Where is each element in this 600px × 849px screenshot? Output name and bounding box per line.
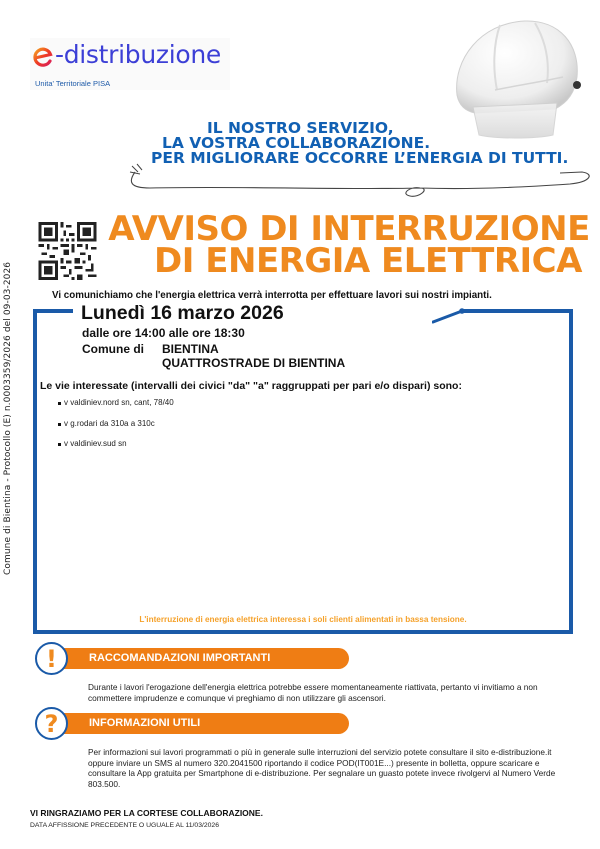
qr-code-image	[36, 222, 99, 280]
streets-heading: Le vie interessate (intervalli dei civici "da" "a" raggruppati per pari e/o dispari) sono:	[40, 380, 462, 392]
logo-e-icon	[33, 47, 53, 67]
info-text: Per informazioni sui lavori programmati o più in generale sulle interruzioni del servizio potete consultare il sito e-distribuzione.it oppure inviare un SMS al numero 320.2041500 riportando il codice POD(IT001E...) presente in bolletta, oppure scaricare e consultare la App gratuita per Smartphone di e-distribuzione. Per segnalare un guasto potete invece rivolgervi al Numero Verde 803.500.	[88, 747, 556, 789]
slogan-line-3: PER MIGLIORARE OCCORRE L’ENERGIA DI TUTTI.	[151, 149, 569, 167]
notice-title	[104, 209, 594, 281]
street-name: v valdiniev.nord sn, cant, 78/40	[64, 398, 174, 407]
title-line-1: AVVISO DI INTERRUZIONE	[108, 209, 590, 249]
street-item	[58, 439, 174, 460]
bullet-icon	[58, 443, 61, 446]
frame-border-left	[33, 309, 37, 634]
protocol-stamp: Comune di Bientina - Protocollo (E) n.0003359/2026 del 09-03-2026	[3, 261, 13, 575]
street-item	[58, 419, 174, 440]
recommendations-text: Durante i lavori l'erogazione dell'energia elettrica potrebbe essere momentaneamente riattivata, pertanto vi invitiamo a non commettere imprudenze e comunque vi preghiamo di non utilizzare gli ascensori.	[88, 682, 538, 703]
frame-border-top-right	[461, 309, 573, 313]
thanks-text: VI RINGRAZIAMO PER LA CORTESE COLLABORAZIONE.	[30, 808, 263, 818]
street-name: v g.rodari da 310a a 310c	[64, 418, 155, 428]
slogan-line-2: LA VOSTRA COLLABORAZIONE.	[162, 134, 431, 152]
info-title: INFORMAZIONI UTILI	[89, 717, 201, 729]
brand-name: -distribuzione	[55, 40, 221, 69]
power-cable-icon	[120, 160, 600, 210]
frame-border-right	[569, 309, 573, 634]
comune-name: BIENTINA	[162, 342, 219, 356]
bullet-icon	[58, 423, 61, 426]
safety-helmet-image	[435, 15, 595, 140]
comune-label: Comune di	[82, 342, 144, 356]
frazione-name: QUATTROSTRADE DI BIENTINA	[162, 356, 346, 370]
recommendations-header	[57, 648, 349, 669]
bullet-icon	[58, 402, 61, 405]
frame-border-bottom	[33, 630, 573, 634]
street-list	[58, 398, 174, 460]
exclamation-icon: !	[35, 642, 68, 675]
info-header	[57, 713, 349, 734]
street-item	[58, 398, 174, 419]
low-voltage-note: L'interruzione di energia elettrica interessa i soli clienti alimentati in bassa tensione.	[139, 615, 467, 624]
recommendations-title: RACCOMANDAZIONI IMPORTANTI	[89, 652, 271, 664]
interruption-time: dalle ore 14:00 alle ore 18:30	[82, 326, 245, 340]
title-line-2: DI ENERGIA ELETTRICA	[154, 241, 582, 281]
frame-border-top-left	[33, 309, 73, 313]
intro-text: Vi comunichiamo che l'energia elettrica verrà interrotta per effettuare lavori sui nostri impianti.	[52, 290, 492, 301]
e-distribuzione-logo	[30, 38, 230, 90]
question-mark-icon: ?	[35, 707, 68, 740]
territorial-unit: Unita' Territoriale PISA	[35, 79, 111, 88]
interruption-date: Lunedì 16 marzo 2026	[81, 302, 284, 324]
frame-switch-icon	[432, 305, 466, 325]
slogan-line-1: IL NOSTRO SERVIZIO,	[207, 119, 394, 137]
street-name: v valdiniev.sud sn	[64, 439, 127, 448]
posting-date: DATA AFFISSIONE PRECEDENTE O UGUALE AL 11/03/2026	[30, 822, 219, 829]
